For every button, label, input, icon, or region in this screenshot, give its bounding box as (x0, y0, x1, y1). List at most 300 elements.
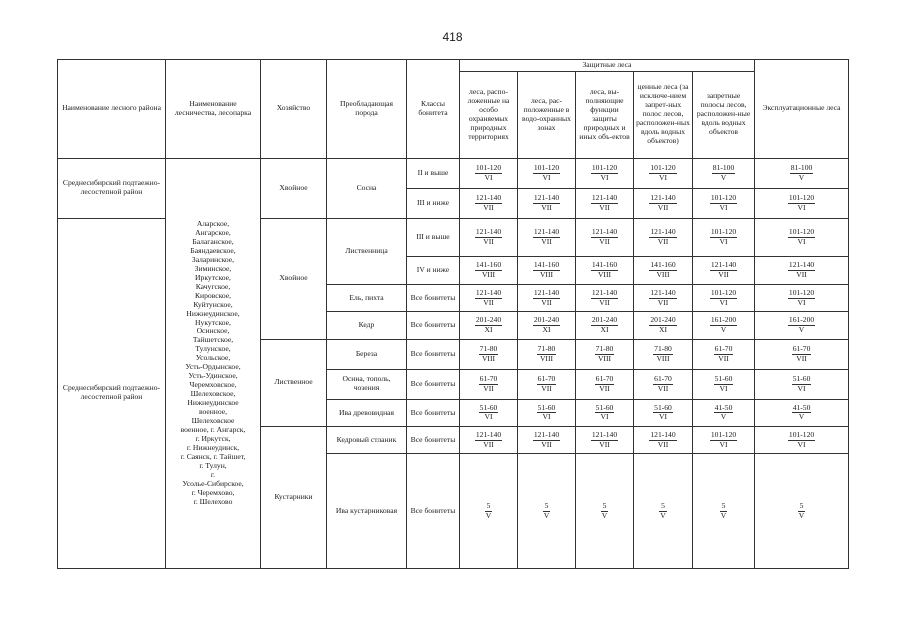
age-fraction (537, 375, 557, 394)
age-range: 121-140 (591, 192, 618, 202)
age-class: VIII (597, 270, 612, 280)
header-economy: Хозяйство (261, 60, 327, 159)
age-class: VI (600, 172, 609, 182)
age-class: XI (484, 324, 493, 334)
age-fraction (790, 164, 814, 183)
value-cell (518, 454, 576, 569)
age-fraction (710, 431, 737, 450)
age-range: 81-100 (712, 162, 735, 172)
age-fraction (788, 228, 815, 247)
age-range: 101-120 (650, 162, 676, 172)
age-range: 161-200 (710, 315, 737, 325)
value-cell (634, 257, 693, 285)
species-cell: Сосна (327, 158, 407, 218)
forestry-item: Усолье-Сибирское, (182, 478, 244, 488)
forestry-item: Нижнеудинское, (186, 308, 240, 318)
age-class: VI (797, 439, 806, 449)
value-cell (693, 257, 755, 285)
age-class: VII (657, 439, 669, 449)
forestry-item: Качугское, (195, 281, 231, 291)
age-class: VIII (656, 353, 670, 363)
age-fraction (537, 345, 557, 364)
age-range: 61-70 (792, 343, 811, 353)
age-class: V (798, 172, 805, 182)
value-cell (693, 218, 755, 256)
species-cell: Ива древовидная (327, 399, 407, 426)
age-range: 121-140 (650, 227, 676, 237)
age-class: VI (719, 439, 728, 449)
forestry-item: г. Тулун, (199, 460, 227, 470)
economy-cell: Хвойное (261, 218, 327, 339)
age-range: 101-120 (788, 287, 815, 297)
value-cell (576, 339, 634, 369)
header-protective: Защитные леса (460, 60, 755, 72)
age-fraction (591, 316, 618, 335)
age-class: VII (599, 439, 610, 449)
age-class: VII (599, 297, 610, 307)
forestry-list (166, 158, 261, 568)
age-fraction (475, 194, 502, 213)
age-range: 101-120 (710, 287, 737, 297)
region-cell: Среднесибирский подтаежно-лесостепной район (58, 158, 166, 218)
forestry-item: Осинское, (196, 326, 230, 336)
value-cell (693, 399, 755, 426)
age-range: 121-140 (710, 260, 737, 270)
forestry-item: военное, г. Ангарск, (180, 424, 246, 434)
value-cell (755, 218, 849, 256)
age-range: 41-50 (792, 402, 811, 412)
forestry-item: Тулунское, (195, 344, 231, 354)
age-range: 121-140 (475, 429, 502, 439)
age-class: VI (719, 236, 728, 246)
header-valuable-forests: ценные леса (за исключе-нием запрет-ных полос лесов, расположен-ных вдоль водных объектов) (634, 72, 693, 159)
age-fraction (475, 164, 502, 183)
age-fraction (537, 404, 557, 423)
value-cell (518, 369, 576, 399)
forestry-item: Баяндаевское, (190, 245, 236, 255)
age-class: VIII (539, 353, 554, 363)
table-row (58, 158, 849, 188)
age-range: 71-80 (654, 343, 672, 353)
age-range: 121-140 (591, 227, 618, 237)
forestry-item: Усть-Удинское, (188, 371, 238, 381)
age-fraction (788, 261, 815, 280)
age-class: V (720, 172, 727, 182)
bonitet-cell: Все бонитеты (407, 339, 460, 369)
forestry-item: Шелеховское, (190, 389, 236, 399)
header-water-protection: леса, рас-положенные в водо-охранных зонах (518, 72, 576, 159)
forestry-item: Зиминское, (194, 263, 232, 273)
age-class: VII (483, 236, 494, 246)
bonitet-cell: II и выше (407, 158, 460, 188)
age-class: VIII (656, 270, 670, 280)
age-fraction (798, 502, 805, 521)
age-class: VII (483, 202, 494, 212)
value-cell (693, 454, 755, 569)
value-cell (576, 188, 634, 218)
value-cell (693, 339, 755, 369)
value-cell (576, 218, 634, 256)
bonitet-cell: Все бонитеты (407, 399, 460, 426)
age-fraction (591, 228, 618, 247)
value-cell (576, 399, 634, 426)
age-class: XI (658, 324, 667, 334)
value-cell (576, 369, 634, 399)
age-range: 121-140 (788, 260, 815, 270)
age-range: 51-60 (479, 402, 498, 412)
age-range: 121-140 (533, 287, 560, 297)
value-cell (460, 218, 518, 256)
age-fraction (653, 345, 673, 364)
age-class: VII (541, 383, 552, 393)
value-cell (518, 339, 576, 369)
age-class: VII (541, 439, 552, 449)
forestry-item: г. Черемхово, (191, 487, 235, 497)
age-range: 71-80 (595, 343, 614, 353)
value-cell (460, 399, 518, 426)
age-range: 141-160 (650, 260, 676, 270)
header-protected-territories: леса, распо-ложенные на особо охраняемых природных территориях (460, 72, 518, 159)
header-bonitet: Классы бонитета (407, 60, 460, 159)
value-cell (755, 399, 849, 426)
age-class: VII (657, 297, 669, 307)
age-range: 101-120 (591, 162, 618, 172)
age-fraction (479, 404, 499, 423)
age-fraction (710, 228, 737, 247)
value-cell (634, 312, 693, 339)
age-class: V (720, 510, 727, 520)
age-class: VI (797, 383, 806, 393)
bonitet-cell: Все бонитеты (407, 285, 460, 312)
age-fraction (788, 431, 815, 450)
age-range: 121-140 (533, 227, 560, 237)
age-class: VI (797, 202, 806, 212)
age-fraction (479, 345, 499, 364)
forestry-item: Шелеховское (191, 415, 235, 425)
bonitet-cell: Все бонитеты (407, 369, 460, 399)
value-cell (693, 188, 755, 218)
age-range: 121-140 (533, 192, 560, 202)
age-fraction (533, 261, 560, 280)
header-region: Наименование лесного района (58, 60, 166, 159)
age-fraction (591, 164, 618, 183)
bonitet-cell: Все бонитеты (407, 312, 460, 339)
value-cell (693, 285, 755, 312)
age-fraction (475, 261, 502, 280)
age-fraction (533, 316, 560, 335)
age-fraction (653, 404, 673, 423)
age-class: VI (484, 412, 493, 422)
age-fraction (595, 375, 615, 394)
value-cell (755, 188, 849, 218)
forest-age-table (57, 59, 849, 569)
value-cell (518, 312, 576, 339)
age-class: VI (719, 383, 728, 393)
species-cell: Ива кустарниковая (327, 454, 407, 569)
age-class: VIII (539, 270, 554, 280)
value-cell (576, 257, 634, 285)
age-class: V (485, 510, 492, 520)
age-class: VII (483, 297, 494, 307)
age-class: VII (541, 236, 552, 246)
age-range: 101-120 (788, 227, 815, 237)
value-cell (518, 218, 576, 256)
value-cell (460, 427, 518, 454)
age-class: VII (796, 353, 807, 363)
value-cell (576, 427, 634, 454)
value-cell (460, 158, 518, 188)
value-cell (460, 257, 518, 285)
economy-cell: Хвойное (261, 158, 327, 218)
forestry-item: Нижнеудинское (187, 398, 239, 408)
age-range: 5 (721, 500, 726, 510)
age-class: V (798, 412, 805, 422)
forestry-item: Балаганское, (192, 236, 234, 246)
age-range: 121-140 (475, 287, 502, 297)
age-class: VII (657, 202, 669, 212)
bonitet-cell: Все бонитеты (407, 454, 460, 569)
bonitet-cell: IV и ниже (407, 257, 460, 285)
age-range: 5 (602, 500, 607, 510)
species-cell: Осина, тополь, чозения (327, 369, 407, 399)
forestry-item: Аларское, (196, 219, 230, 229)
age-class: VI (797, 297, 806, 307)
age-class: VI (542, 172, 551, 182)
age-fraction (788, 289, 815, 308)
value-cell (576, 312, 634, 339)
value-cell (460, 312, 518, 339)
value-cell (460, 369, 518, 399)
value-cell (518, 188, 576, 218)
value-cell (755, 369, 849, 399)
value-cell (693, 427, 755, 454)
age-fraction (649, 228, 676, 247)
age-range: 101-120 (475, 162, 502, 172)
forestry-item: Усольское, (195, 353, 231, 363)
age-fraction (601, 502, 608, 521)
age-range: 141-160 (475, 260, 502, 270)
age-range: 5 (544, 500, 549, 510)
value-cell (634, 454, 693, 569)
age-fraction (595, 404, 615, 423)
age-class: V (543, 510, 550, 520)
forestry-item: Иркутское, (195, 272, 231, 282)
age-range: 121-140 (650, 192, 676, 202)
age-range: 5 (661, 500, 665, 510)
age-range: 141-160 (533, 260, 560, 270)
age-range: 121-140 (650, 429, 676, 439)
value-cell (576, 454, 634, 569)
bonitet-cell: Все бонитеты (407, 427, 460, 454)
age-fraction (591, 261, 618, 280)
value-cell (460, 188, 518, 218)
age-range: 51-60 (714, 373, 733, 383)
age-fraction (653, 375, 673, 394)
age-range: 71-80 (479, 343, 498, 353)
bonitet-cell: III и выше (407, 218, 460, 256)
age-range: 161-200 (788, 315, 815, 325)
forestry-item: г. Шелехово (193, 496, 233, 506)
value-cell (634, 369, 693, 399)
age-range: 101-120 (533, 162, 560, 172)
age-fraction (714, 404, 734, 423)
value-cell (576, 158, 634, 188)
forestry-item: Кировское, (194, 290, 232, 300)
bonitet-cell: III и ниже (407, 188, 460, 218)
age-class: VI (719, 297, 728, 307)
age-class: VII (657, 236, 669, 246)
age-range: 61-70 (595, 373, 614, 383)
age-fraction (710, 261, 737, 280)
age-fraction (533, 289, 560, 308)
age-fraction (533, 228, 560, 247)
value-cell (634, 427, 693, 454)
age-class: VII (796, 270, 807, 280)
age-fraction (649, 164, 676, 183)
species-cell: Ель, пихта (327, 285, 407, 312)
age-fraction (591, 289, 618, 308)
age-class: V (660, 510, 666, 520)
age-class: VII (657, 383, 669, 393)
value-cell (693, 158, 755, 188)
age-fraction (792, 375, 812, 394)
region-cell: Среднесибирский подтаежно-лесостепной район (58, 218, 166, 568)
age-class: V (720, 324, 727, 334)
age-range: 141-160 (591, 260, 618, 270)
age-class: VI (797, 236, 806, 246)
age-range: 101-120 (788, 429, 815, 439)
value-cell (518, 285, 576, 312)
age-class: VII (541, 202, 552, 212)
value-cell (518, 399, 576, 426)
age-class: V (798, 510, 805, 520)
age-class: VIII (481, 270, 496, 280)
age-range: 101-120 (710, 192, 737, 202)
value-cell (460, 285, 518, 312)
value-cell (755, 285, 849, 312)
value-cell (693, 312, 755, 339)
age-fraction (543, 502, 550, 521)
age-class: VI (658, 172, 667, 182)
age-class: VII (718, 270, 729, 280)
age-class: VII (483, 383, 494, 393)
value-cell (634, 399, 693, 426)
economy-cell: Лиственное (261, 339, 327, 427)
age-fraction (649, 194, 676, 213)
age-range: 101-120 (788, 192, 815, 202)
forestry-item: военное, (198, 407, 228, 417)
value-cell (755, 257, 849, 285)
age-range: 61-70 (714, 343, 733, 353)
species-cell: Кедровый стланик (327, 427, 407, 454)
value-cell (576, 285, 634, 312)
age-range: 61-70 (654, 373, 672, 383)
forestry-item: Черемховское, (189, 380, 237, 390)
age-class: V (798, 324, 805, 334)
species-cell: Береза (327, 339, 407, 369)
age-range: 121-140 (591, 287, 618, 297)
forestry-item: Тайшетское, (192, 335, 234, 345)
value-cell (755, 454, 849, 569)
age-fraction (710, 316, 737, 335)
value-cell (634, 158, 693, 188)
age-fraction (533, 431, 560, 450)
age-range: 121-140 (591, 429, 618, 439)
header-species: Преобладающая порода (327, 60, 407, 159)
age-class: VI (542, 412, 551, 422)
species-cell: Лиственница (327, 218, 407, 284)
age-fraction (649, 289, 676, 308)
age-class: VI (484, 172, 493, 182)
forestry-item: г. Нижнеудинск, (186, 442, 240, 452)
age-fraction (475, 431, 502, 450)
age-fraction (649, 316, 676, 335)
age-fraction (649, 431, 676, 450)
age-class: VII (718, 353, 729, 363)
forestry-item: Нукутское, (195, 317, 231, 327)
value-cell (518, 158, 576, 188)
age-range: 61-70 (537, 373, 556, 383)
age-range: 51-60 (792, 373, 811, 383)
age-fraction (595, 345, 615, 364)
age-fraction (659, 502, 666, 521)
species-cell: Кедр (327, 312, 407, 339)
value-cell (634, 339, 693, 369)
forestry-item: Заларинское, (191, 254, 235, 264)
age-class: VI (658, 412, 667, 422)
age-range: 201-240 (591, 315, 618, 325)
age-fraction (591, 194, 618, 213)
age-fraction (714, 345, 734, 364)
age-class: XI (600, 324, 609, 334)
age-fraction (788, 194, 815, 213)
page-number: 418 (442, 30, 463, 44)
age-fraction (720, 502, 727, 521)
age-fraction (712, 164, 736, 183)
forestry-item: г. Саянск, г. Тайшет, (180, 451, 246, 461)
age-range: 101-120 (710, 429, 737, 439)
age-class: VII (483, 439, 494, 449)
age-class: VII (541, 297, 552, 307)
age-range: 201-240 (475, 315, 502, 325)
value-cell (634, 218, 693, 256)
age-range: 121-140 (475, 192, 502, 202)
header-forbidden-strips: запретные полосы лесов, расположен-ные вдоль водных объектов (693, 72, 755, 159)
age-fraction (475, 316, 502, 335)
age-range: 81-100 (790, 162, 813, 172)
age-fraction (533, 194, 560, 213)
age-range: 71-80 (537, 343, 556, 353)
age-class: VII (599, 236, 610, 246)
age-fraction (485, 502, 492, 521)
value-cell (518, 427, 576, 454)
age-range: 201-240 (650, 315, 676, 325)
forestry-item: г. (210, 469, 216, 479)
age-class: VIII (481, 353, 496, 363)
age-range: 201-240 (533, 315, 560, 325)
age-fraction (792, 404, 812, 423)
value-cell (634, 285, 693, 312)
age-class: VI (719, 202, 728, 212)
age-fraction (475, 289, 502, 308)
value-cell (755, 158, 849, 188)
age-fraction (533, 164, 560, 183)
age-class: VII (599, 383, 610, 393)
age-range: 51-60 (654, 402, 672, 412)
age-class: VI (600, 412, 609, 422)
age-class: V (601, 510, 608, 520)
forestry-item: г. Иркутск, (195, 433, 231, 443)
